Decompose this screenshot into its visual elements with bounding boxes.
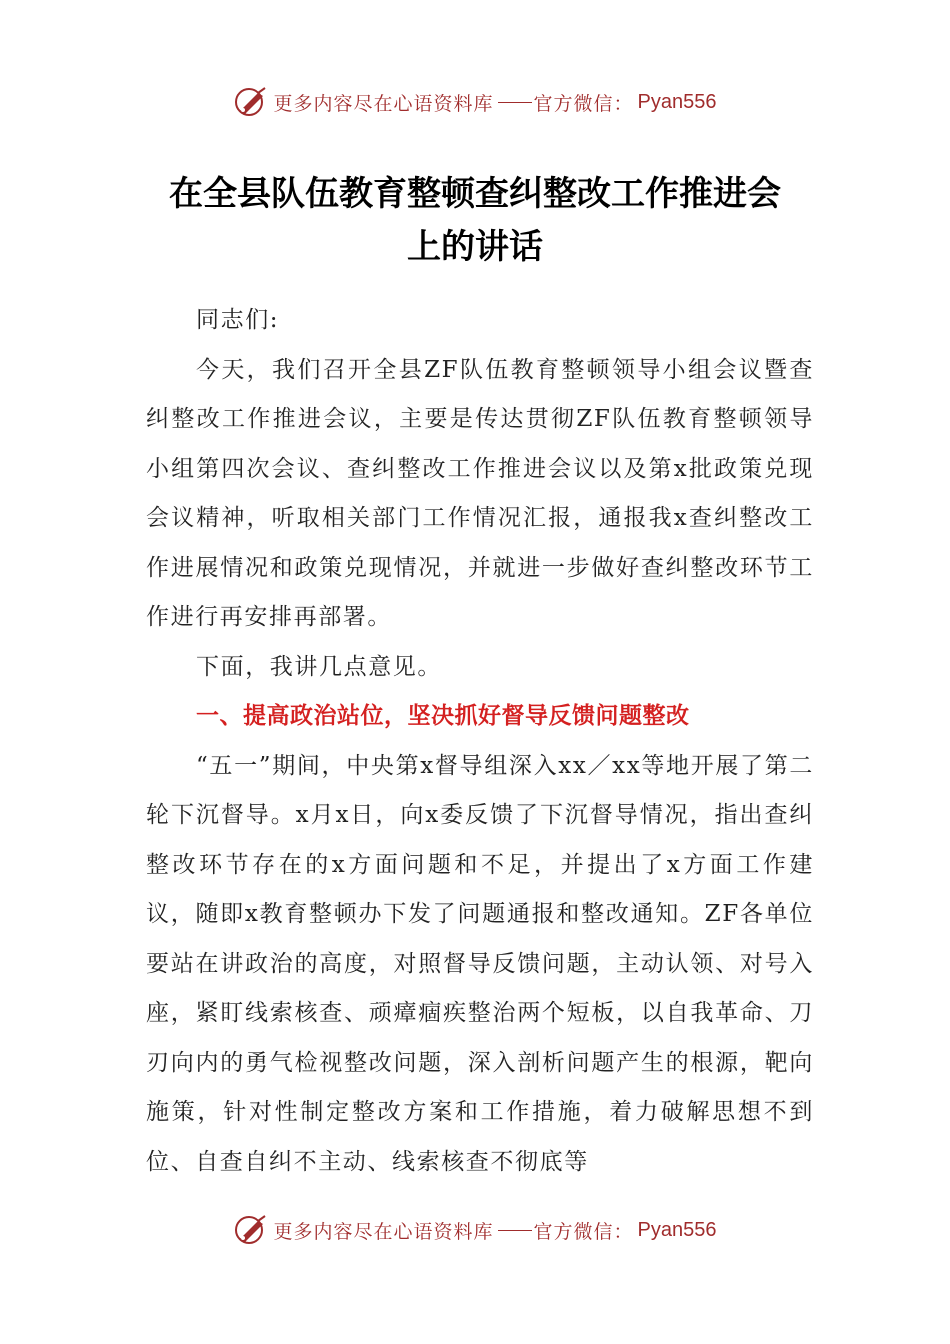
paragraph-intro: 今天，我们召开全县ZF队伍教育整顿领导小组会议暨查纠整改工作推进会议，主要是传达贯彻ZF队伍教育整顿领导小组第四次会议、查纠整改工作推进会议以及第x批政策兑现会议精神，听取相关部门工作情况汇报，通报我x查纠整改工作进展情况和政策兑现情况，并就进一步做好查纠整改环节工作进行再安排再部署。	[146, 356, 814, 630]
document-title	[0, 168, 950, 274]
banner-wechat-id: Pyan556	[637, 90, 717, 113]
banner-wechat-label: 官方微信：	[533, 92, 634, 115]
paragraph-transition: 下面，我讲几点意见。	[196, 653, 442, 680]
paragraph-section-1: “五一”期间，中央第x督导组深入xx／xx等地开展了第二轮下沉督导。x月x日，向x委反馈了下沉督导情况，指出查纠整改环节存在的x方面问题和不足，并提出了x方面工作建议，随即x教育整顿办下发了问题通报和整改通知。ZF各单位要站在讲政治的高度，对照督导反馈问题，主动认领、对号入座，紧盯线索核查、顽瘴痼疾整治两个短板，以自我革命、刀刃向内的勇气检视整改问题，深入剖析问题产生的根源，靶向施策，针对性制定整改方案和工作措施，着力破解思想不到位、自查自纠不主动、线索核查不彻底等	[146, 752, 814, 1175]
banner-separator	[498, 1230, 532, 1231]
document-body	[146, 296, 814, 1187]
pen-nib-logo-icon	[234, 1213, 268, 1247]
banner-wechat-id: Pyan556	[637, 1218, 717, 1241]
section-heading-1: 一、提高政治站位，坚决抓好督导反馈问题整改	[196, 703, 690, 729]
footer-banner	[0, 1210, 950, 1250]
banner-separator	[498, 102, 532, 103]
pen-nib-logo-icon	[234, 85, 268, 119]
banner-text: 更多内容尽在心语资料库	[273, 92, 494, 115]
banner-text: 更多内容尽在心语资料库	[273, 1220, 494, 1243]
header-banner	[0, 82, 950, 122]
title-line-2: 上的讲话	[407, 227, 543, 267]
banner-wechat-label: 官方微信：	[533, 1220, 634, 1243]
title-line-1: 在全县队伍教育整顿查纠整改工作推进会	[169, 174, 781, 214]
salutation: 同志们:	[196, 307, 280, 333]
